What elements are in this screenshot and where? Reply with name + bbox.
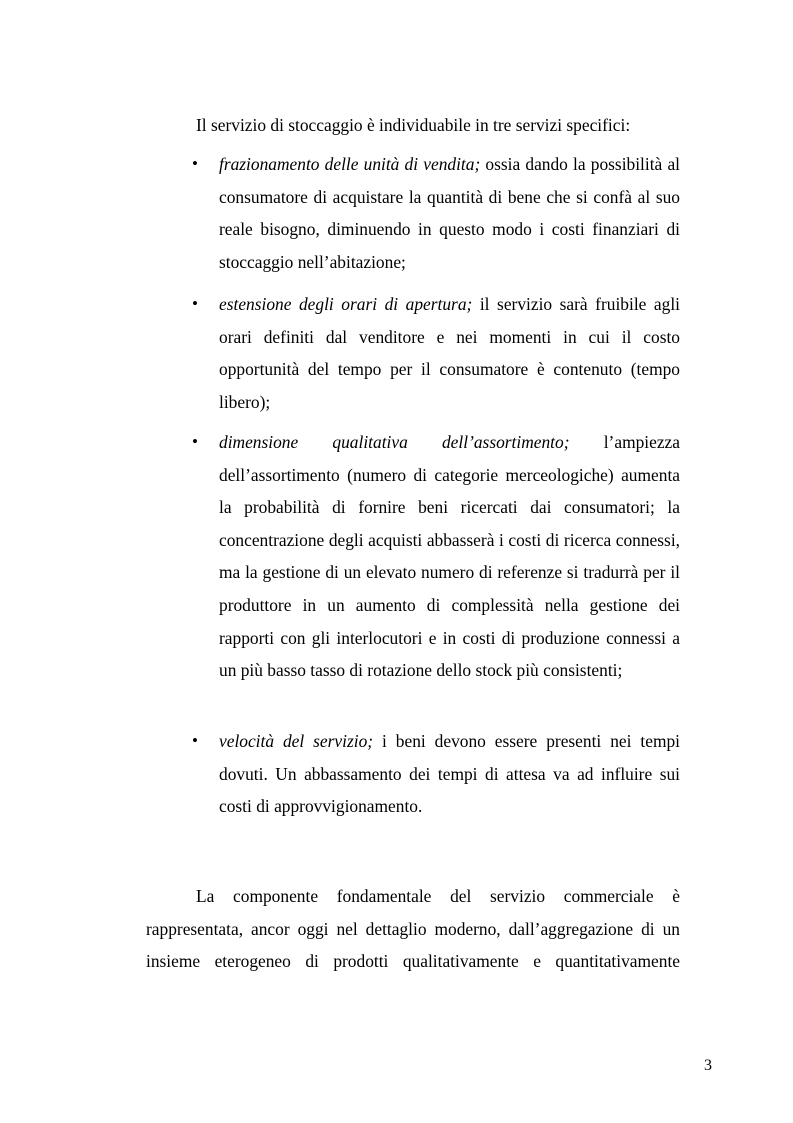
bullet-icon: • bbox=[192, 154, 198, 173]
list-item-dimensione bbox=[192, 426, 680, 687]
body-paragraph: La componente fondamentale del servizio commerciale è rappresentata, ancor oggi nel dettaglio moderno, dall’aggregazione di un insieme eterogeneo di prodotti qualitativamente e quantitativamente bbox=[146, 886, 680, 972]
item-text: l’ampiezza dell’assortimento (numero di categorie merceologiche) aumenta la probabilità di fornire beni ricercati dai consumatori; la concentrazione degli acquisti abbasserà i costi di ricerca connessi, ma la gestione di un elevato numero di referenze si tradurrà per il produttore in un aumento di complessità nella gestione dei rapporti con gli interlocutori e in costi di produzione connessi a un più basso tasso di rotazione dello stock più consistenti; bbox=[219, 432, 680, 681]
item-term: velocità del servizio; bbox=[219, 731, 374, 751]
item-text: ossia dando la possibilità al consumatore di acquistare la quantità di bene che si confà al suo reale bisogno, diminuendo in questo modo i costi finanziari di stoccaggio nell’abitazione; bbox=[219, 154, 680, 272]
item-term: frazionamento delle unità di vendita; bbox=[219, 154, 481, 174]
bullet-icon: • bbox=[192, 432, 198, 451]
bullet-icon: • bbox=[192, 731, 198, 750]
item-text: il servizio sarà fruibile agli orari definiti dal venditore e nei momenti in cui il costo opportunità del tempo per il consumatore è contenuto (tempo libero); bbox=[219, 294, 680, 412]
item-text: i beni devono essere presenti nei tempi dovuti. Un abbassamento dei tempi di attesa va ad influire sui costi di approvvigionamento. bbox=[219, 731, 680, 817]
item-term: dimensione qualitativa dell’assortimento; bbox=[219, 432, 570, 452]
page-number: 3 bbox=[704, 1057, 712, 1074]
intro-sentence: Il servizio di stoccaggio è individuabile in tre servizi specifici: bbox=[196, 115, 631, 135]
list-item-estensione bbox=[192, 288, 680, 418]
bullet-icon: • bbox=[192, 294, 198, 313]
item-term: estensione degli orari di apertura; bbox=[219, 294, 473, 314]
list-item-frazionamento bbox=[192, 148, 680, 278]
list-item-velocita bbox=[192, 725, 680, 823]
